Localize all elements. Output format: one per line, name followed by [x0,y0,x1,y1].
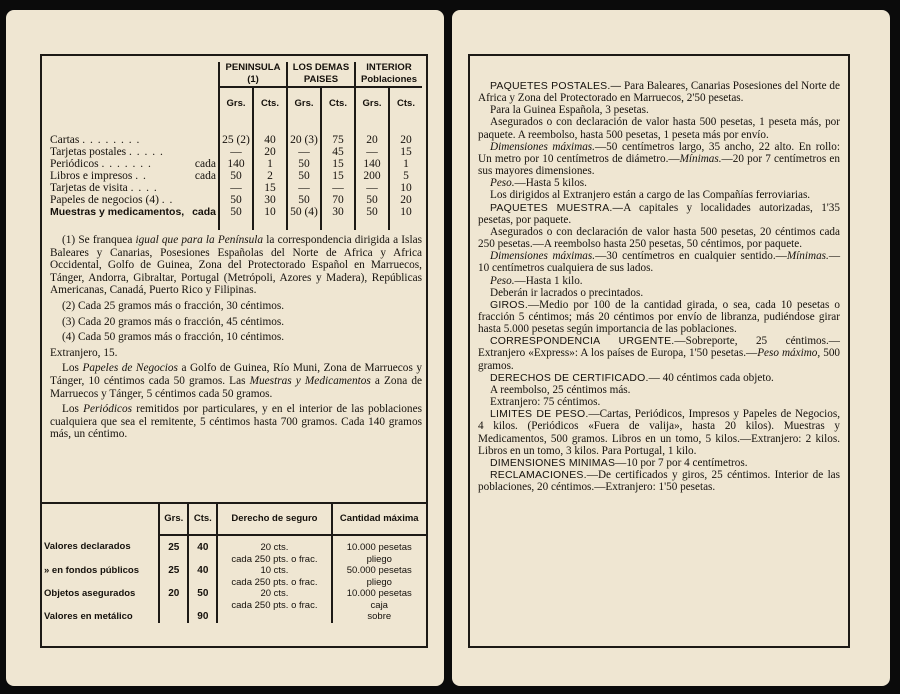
derechos-certificado: DERECHOS DE CERTIFICADO.— 40 céntimos cada objeto. [490,371,774,384]
note-extranjero: Extranjero, 15. [50,346,118,359]
ins-header-grs: Grs. [159,503,188,535]
table-row: Periódicos . . . . . . . cada 140 1 50 15 140 1 [48,158,422,170]
table-row: Tarjetas postales . . . . . — 20 — 45 — 15 [48,146,422,158]
note-2: (2) Cada 25 gramos más o fracción, 30 céntimos. [62,299,285,312]
subheader-cts: Cts. [321,87,355,120]
table-row: » en fondos públicos 25 40 10 cts. cada 250 pts. o frac. 50.000 pesetas pliego [42,565,426,588]
subheader-cts: Cts. [253,87,287,120]
table-row: Muestras y medicamentos, cada 50 10 50 (4) 30 50 10 [48,206,422,218]
right-page [452,10,890,686]
subheader-grs: Grs. [219,87,253,120]
header-demas-paises: LOS DEMAS PAISES [287,62,355,87]
paquetes-muestra: PAQUETES MUESTRA.—A capitales y localidades autorizadas, 1'35 pesetas, por paquete. [478,201,840,226]
left-page [6,10,444,686]
note-papeles-negocios: Los Papeles de Negocios a Golfo de Guinea, Río Muni, Zona de Marruecos y Tánger, 10 céntimos cada 50 gramos. Las Muestras y Medicamentos a Zona de Marruecos y Tánger, 5 céntimos cada 50 gramos. [50,362,423,400]
tariff-text: PAQUETES POSTALES.— Para Baleares, Canarias Posesiones del Norte de Africa y Zona del Protectorado en Marruecos, 2'50 pesetas. Para la Guinea Española, 3 pesetas. Asegurados o con declaración de valor hasta 500 pesetas, 1 peseta más, por paquete. A reembolso, hasta 500 pesetas, 1 peseta más por envío. Dimensiones máximas.—50 centímetros largo, 35 ancho, 22 alto. En rollo: Un metro por 10 centímetros de diámetro.—Mínimas.—20 por 7 centímetros en sus mayores dimensiones. Peso.—Hasta 5 kilos. Los dirigidos al Extranjero están a cargo de las Compañías ferroviarias. PAQUETES MUESTRA.—A capitales y localidades autorizadas, 1'35 pesetas, por paquete. Asegurados o con declaración de valor hasta 500 pesetas, 20 céntimos cada 250 pesetas.—A reembolso hasta 250 pesetas, 50 céntimos, por paquete. Dimensiones máximas.—30 centímetros en cualquier sentido.—Mínimas.—10 centímetros cualquiera de sus lados. Peso.—Hasta 1 kilo. Deberán ir lacrados o precintados. GIROS.—Medio por 100 de la cantidad girada, o sea, cada 10 pesetas o fracción 5 céntimos; más 20 céntimos por envío de libranza, pudiéndose girar hasta 5.000 pesetas según importancia de las poblaciones. CORRESPONDENCIA URGENTE.—Sobreporte, 25 céntimos.—Extranjero «Express»: A los países de Europa, 1'50 pesetas.—Peso máximo, 500 gramos. DERECHOS DE CERTIFICADO.— 40 céntimos cada objeto. A reembolso, 25 céntimos más. Extranjero: 75 céntimos. LIMITES DE PESO.—Cartas, Periódicos, Impresos y Papeles de Negocios, 4 kilos. (Periódicos «Fuera de valija», hasta 20 kilos). Muestras y Medicamentos, 500 gramos. Libros en un tomo, 5 kilos.—Extranjero: 2 kilos. Libros en un tomo, 3 kilos. Para Portugal, 1 kilo. DIMENSIONES MINIMAS—10 por 7 por 4 centímetros. RECLAMACIONES.—De certificados y giros, 25 céntimos. Interior de las poblaciones, 20 céntimos.—Extranjero: 1'50 pesetas. [478,80,841,494]
note-periodicos: Los Periódicos remitidos por particulares, y en el interior de las poblaciones cualquiera que sea el remitente, 5 céntimos hasta 700 gramos. Cada 140 gramos más, un céntimo. [50,403,422,441]
table-row: Papeles de negocios (4) . . 50 30 50 70 50 20 [48,194,422,206]
table-row: Objetos asegurados 20 50 20 cts. cada 250 pts. o frac. 10.000 pesetas caja [42,588,426,611]
insurance-table [42,502,426,623]
subheader-cts: Cts. [389,87,422,120]
paquetes-postales: PAQUETES POSTALES.— Para Baleares, Canarias Posesiones del Norte de Africa y Zona del Protectorado en Marruecos, 2'50 pesetas. [478,80,840,105]
limites-peso: LIMITES DE PESO.—Cartas, Periódicos, Impresos y Papeles de Negocios, 4 kilos. (Periódicos «Fuera de valija», hasta 20 kilos). Muestras y Medicamentos, 500 gramos. Libros en un tomo, 5 kilos.—Extranjero: 2 kilos. Libros en un tomo, 3 kilos. Para Portugal, 1 kilo. [478,408,841,457]
table-row: Cartas . . . . . . . . 25 (2) 40 20 (3) 75 20 20 [48,134,422,146]
header-interior: INTERIOR Poblaciones [355,62,422,87]
postage-rates-table [48,62,422,230]
table-row: Tarjetas de visita . . . . — 15 — — — 10 [48,182,422,194]
correspondencia-urgente: CORRESPONDENCIA URGENTE.—Sobreporte, 25 céntimos.—Extranjero «Express»: A los países de Europa, 1'50 pesetas.—Peso máximo, 500 gramos. [478,335,841,372]
header-peninsula: PENINSULA (1) [219,62,287,87]
ins-header-cts: Cts. [188,503,217,535]
reclamaciones: RECLAMACIONES.—De certificados y giros, 25 céntimos. Interior de las poblaciones, 20 céntimos.—Extranjero: 1'50 pesetas. [478,469,840,494]
table-row: Libros e impresos . . cada 50 2 50 15 200 5 [48,170,422,182]
ins-header-seguro: Derecho de seguro [217,503,331,535]
table-row: Valores en metálico 90 sobre [42,611,426,623]
giros: GIROS.—Medio por 100 de la cantidad girada, o sea, cada 10 pesetas o fracción 5 céntimos; más 20 céntimos por envío de libranza, pudiéndose girar hasta 5.000 pesetas según importancia de las poblaciones. [478,298,840,336]
dimensiones-minimas: DIMENSIONES MINIMAS—10 por 7 por 4 centímetros. [490,456,748,469]
note-4: (4) Cada 50 gramos más o fracción, 10 céntimos. [62,331,285,344]
subheader-grs: Grs. [355,87,389,120]
notes-block [50,234,422,444]
table-row: Valores declarados 25 40 20 cts. cada 250 pts. o frac. 10.000 pesetas pliego [42,535,426,565]
left-frame [40,54,428,648]
subheader-grs: Grs. [287,87,321,120]
note-1: (1) Se franquea igual que para la Península la correspondencia dirigida a Islas Baleares y Canarias, Posesiones Españolas del Norte de Africa y Africa Occidental, Golfo de Guinea, Zona del Protectorado Español en Marruecos, Tánger, Andorra, Gibraltar, Portugal (Metrópoli, Azores y Madera), Repúblicas Americanas, Canadá, Puerto Rico y Filipinas. [50,234,422,297]
note-3: (3) Cada 20 gramos más o fracción, 45 céntimos. [62,315,285,328]
ins-header-maxima: Cantidad máxima [332,503,426,535]
right-frame [468,54,850,648]
